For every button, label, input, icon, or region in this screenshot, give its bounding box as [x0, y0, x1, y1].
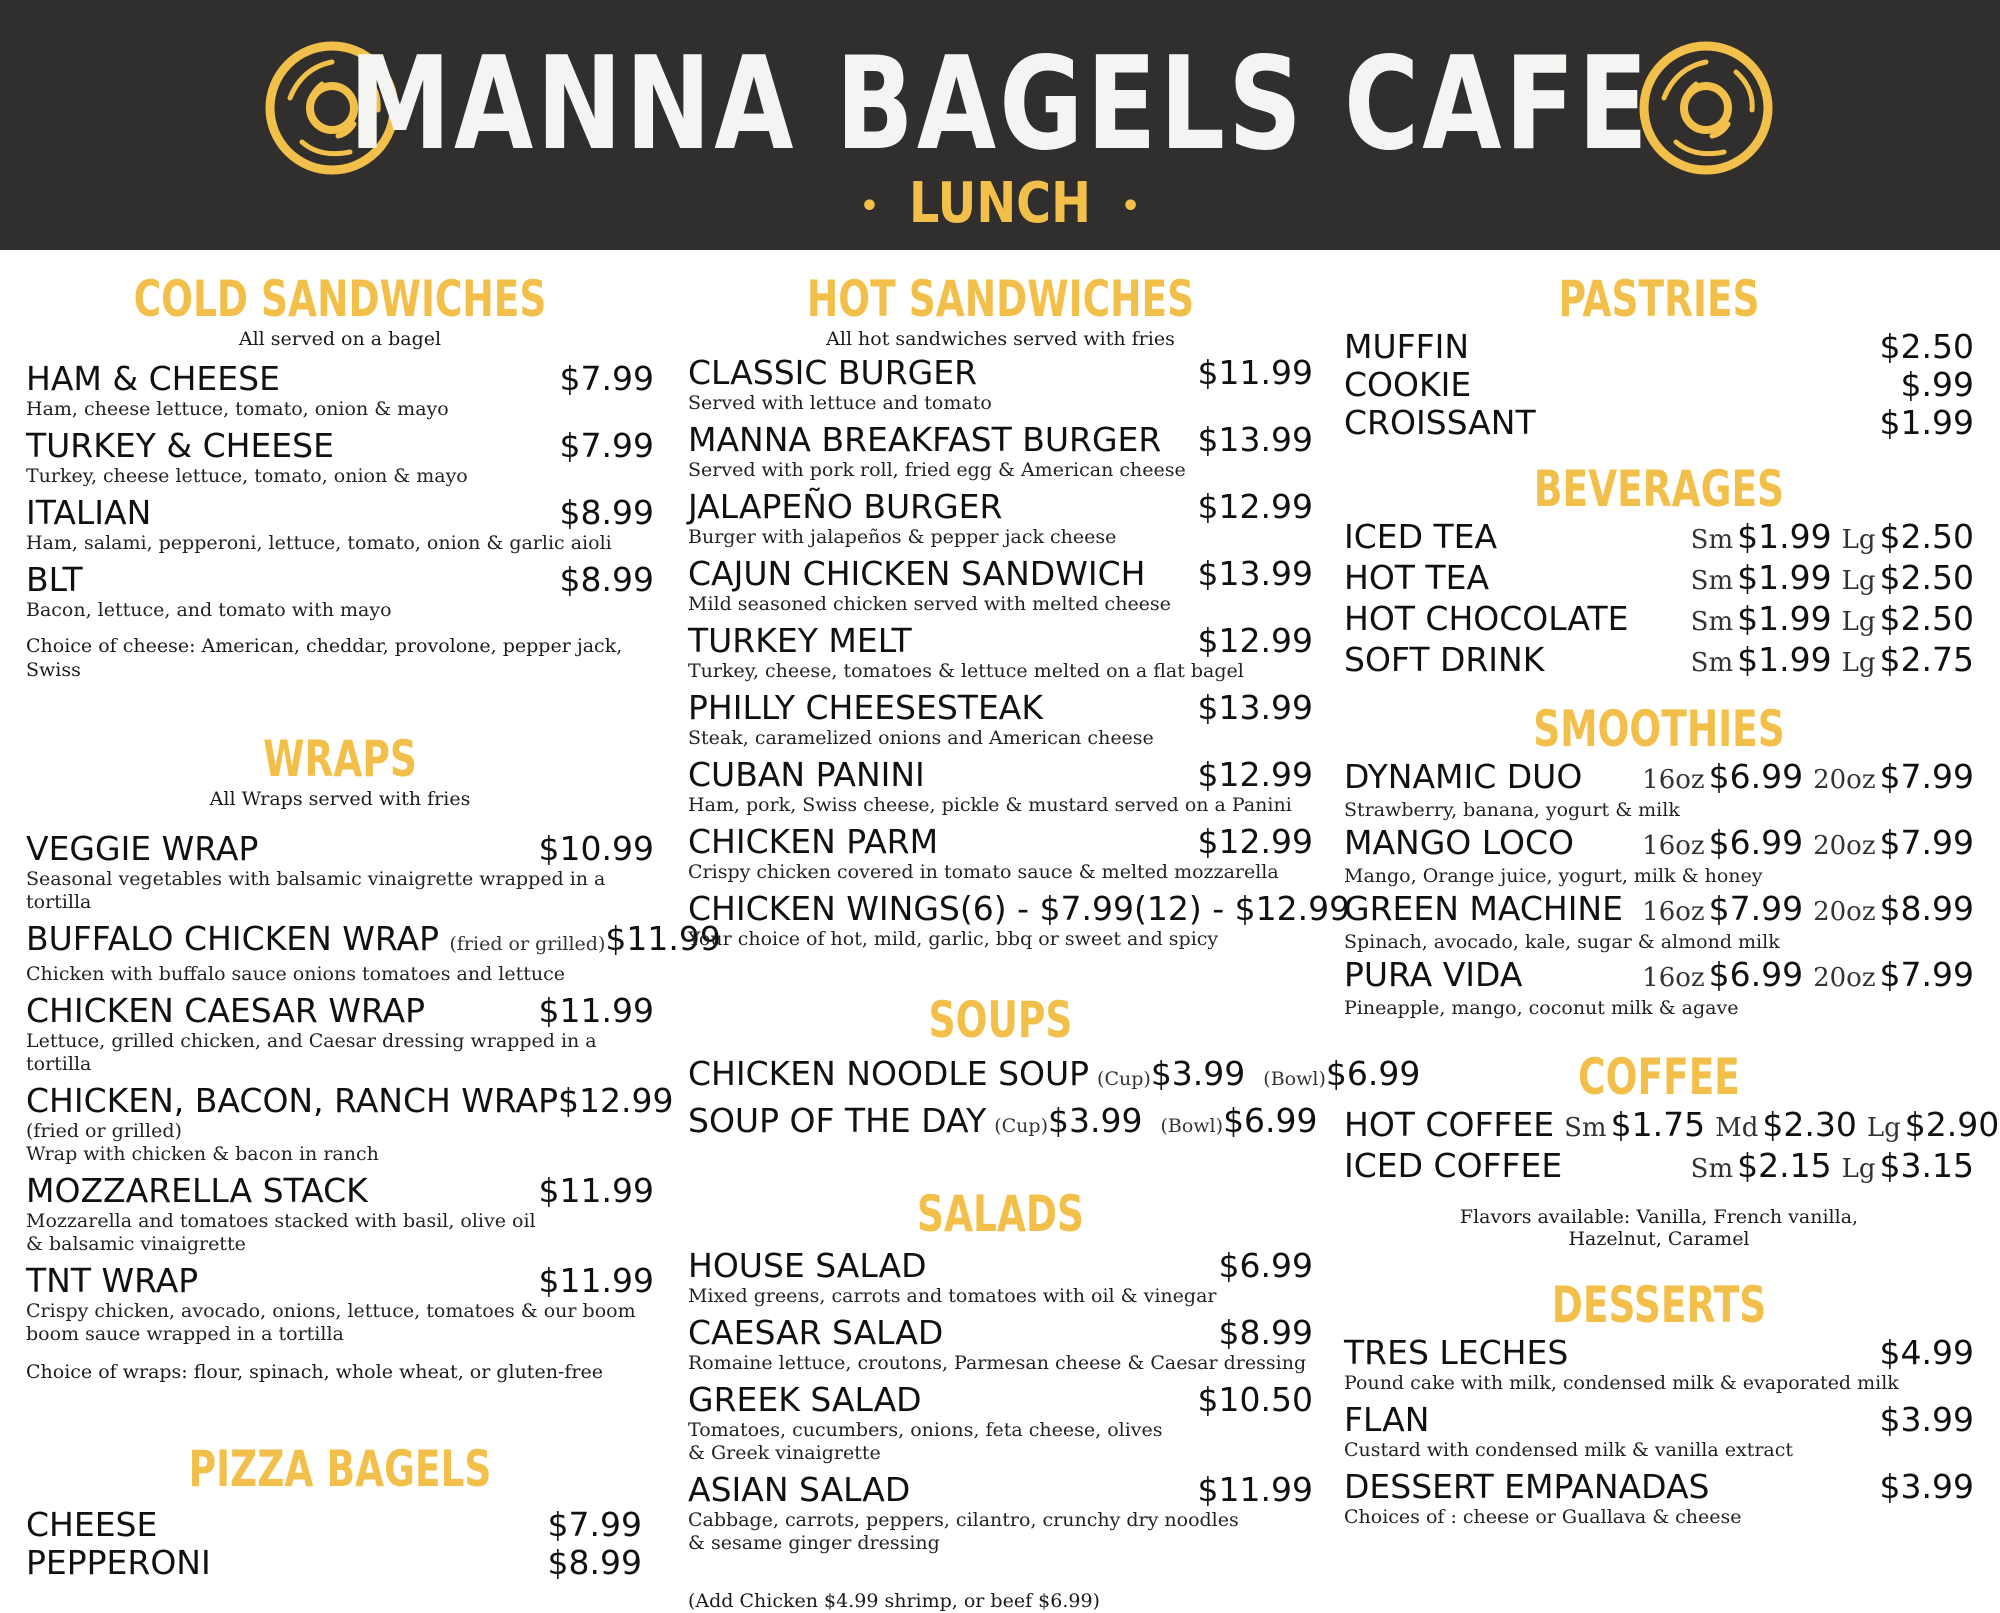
bullet-right: • [1121, 188, 1141, 224]
item-prices [1554, 1106, 1999, 1147]
item-name-text: BUFFALO CHICKEN WRAP [26, 919, 439, 958]
item-desc: Mixed greens, carrots and tomatoes with oil & vinegar [688, 1285, 1217, 1307]
item-desc: Strawberry, banana, yogurt & milk [1344, 799, 1680, 821]
menu-item [1344, 1147, 1974, 1188]
item-name: MOZZARELLA STACK [26, 1171, 368, 1210]
price-20oz: $7.99 [1879, 757, 1974, 796]
item-name: ICED COFFEE [1344, 1146, 1563, 1185]
menu-item [26, 360, 654, 421]
menu-item [688, 488, 1313, 549]
item-desc: Served with lettuce and tomato [688, 392, 992, 414]
item-desc: Steak, caramelized onions and American cheese [688, 727, 1154, 749]
item-price: $10.99 [538, 829, 654, 868]
item-desc: Your choice of hot, mild, garlic, bbq or sweet and spicy [688, 928, 1219, 950]
price-16oz: $6.99 [1708, 955, 1804, 994]
item-desc: Crispy chicken, avocado, onions, lettuce, tomatoes & our boom [26, 1300, 636, 1322]
cup-label: (Cup) [994, 1115, 1048, 1137]
menu-item [688, 1314, 1313, 1375]
menu-item [26, 1081, 674, 1166]
menu-item [1344, 758, 1974, 822]
price-lg: $2.50 [1879, 599, 1974, 638]
item-name: SOFT DRINK [1344, 640, 1545, 679]
price-sm: $1.99 [1737, 558, 1832, 597]
menu-item [688, 1471, 1313, 1555]
item-name: CHICKEN WINGS [688, 889, 960, 928]
item-name: ICED TEA [1344, 517, 1498, 556]
menu-item [1344, 328, 1974, 366]
item-name: HOT TEA [1344, 558, 1490, 597]
price-sm: $1.99 [1737, 517, 1832, 556]
price-20oz: $7.99 [1879, 955, 1974, 994]
column-left [26, 270, 721, 1582]
menu-item [26, 830, 654, 914]
item-desc: Pound cake with milk, condensed milk & evaporated milk [1344, 1372, 1899, 1394]
menu-item [1344, 518, 1974, 559]
size-sm: Sm [1564, 1113, 1607, 1143]
menu-item [26, 1262, 654, 1346]
menu-item [1344, 1468, 1974, 1529]
column-right [1344, 270, 2000, 1535]
size-lg: Lg [1866, 1113, 1901, 1143]
item-price: $8.99 [559, 560, 654, 599]
item-price: $7.99 [559, 426, 654, 465]
size-sm: Sm [1690, 525, 1734, 555]
menu-item [688, 1247, 1313, 1308]
menu-item [26, 1172, 654, 1256]
item-desc: Custard with condensed milk & vanilla extract [1344, 1439, 1794, 1461]
size-sm: Sm [1690, 1154, 1734, 1184]
item-name: PHILLY CHEESESTEAK [688, 688, 1044, 727]
item-price: $10.50 [1197, 1380, 1313, 1419]
item-name: PEPPERONI [26, 1543, 211, 1582]
menu-item [26, 992, 654, 1076]
item-name: TNT WRAP [26, 1261, 199, 1300]
item-desc: Ham, pork, Swiss cheese, pickle & mustard served on a Panini [688, 794, 1292, 816]
cup-price: $3.99 [1150, 1054, 1246, 1093]
item-option: (fried or grilled) [449, 933, 606, 955]
menu-item [26, 1544, 642, 1582]
hot-note: All hot sandwiches served with fries [826, 328, 1175, 350]
item-name: COOKIE [1344, 365, 1472, 404]
item-desc: Mango, Orange juice, yogurt, milk & honey [1344, 865, 1763, 887]
price-lg: $2.75 [1879, 640, 1974, 679]
item-prices [1632, 956, 1974, 997]
menu-item [688, 1101, 1318, 1145]
menu-item [688, 354, 1313, 415]
item-name: ASIAN SALAD [688, 1470, 911, 1509]
item-name: DYNAMIC DUO [1344, 757, 1583, 796]
size-16oz: 16oz [1642, 897, 1705, 927]
item-prices [1632, 824, 1974, 865]
size-sm: Sm [1690, 607, 1734, 637]
section-title-pastries: PASTRIES [1558, 270, 1760, 328]
menu-item [26, 427, 654, 488]
section-title-pizza-bagels: PIZZA BAGELS [188, 1440, 492, 1498]
menu-item [1344, 559, 1974, 600]
item-desc: Ham, salami, pepperoni, lettuce, tomato, onion & garlic aioli [26, 532, 612, 554]
section-title-desserts: DESSERTS [1551, 1276, 1767, 1334]
item-desc: & balsamic vinaigrette [26, 1233, 246, 1255]
item-price: $6.99 [1218, 1246, 1313, 1285]
item-desc: Wrap with chicken & bacon in ranch [26, 1143, 379, 1165]
item-name: BLT [26, 560, 83, 599]
item-desc: Crispy chicken covered in tomato sauce & melted mozzarella [688, 861, 1279, 883]
item-name: TURKEY & CHEESE [26, 426, 334, 465]
menu-item [1344, 890, 1974, 954]
item-name: GREEK SALAD [688, 1380, 922, 1419]
size-lg: Lg [1841, 525, 1876, 555]
coffee-flavors-note-2: Hazelnut, Caramel [1568, 1228, 1750, 1250]
price-sm: $2.15 [1737, 1146, 1832, 1185]
item-price: $8.99 [1218, 1313, 1313, 1352]
menu-item [26, 1506, 642, 1544]
item-name: HOT COFFEE [1344, 1105, 1555, 1144]
item-prices [1681, 559, 1974, 600]
price-20oz: $7.99 [1879, 823, 1974, 862]
item-desc: Choices of : cheese or Guallava & cheese [1344, 1506, 1742, 1528]
item-name: CLASSIC BURGER [688, 353, 977, 392]
item-price: $12.99 [1197, 755, 1313, 794]
size-20oz: 20oz [1813, 963, 1876, 993]
item-price: $8.99 [547, 1543, 642, 1582]
item-name: CAJUN CHICKEN SANDWICH [688, 554, 1146, 593]
menu-item [1344, 366, 1974, 404]
menu-item [1344, 956, 1974, 1020]
item-name: CAESAR SALAD [688, 1313, 944, 1352]
item-name: CHICKEN, BACON, RANCH WRAP [26, 1081, 558, 1120]
item-name: TURKEY MELT [688, 621, 912, 660]
cheese-choice-note: Choice of cheese: American, cheddar, provolone, pepper jack, Swiss [26, 635, 623, 681]
price-16oz: $6.99 [1708, 757, 1804, 796]
item-name: DESSERT EMPANADAS [1344, 1467, 1710, 1506]
item-name: CROISSANT [1344, 403, 1536, 442]
item-name: VEGGIE WRAP [26, 829, 259, 868]
item-desc: Bacon, lettuce, and tomato with mayo [26, 599, 392, 621]
item-price: $12.99 [1197, 621, 1313, 660]
item-prices [1681, 1147, 1974, 1188]
item-price: $12.99 [558, 1081, 674, 1120]
item-desc: & sesame ginger dressing [688, 1532, 940, 1554]
menu-item [1344, 1334, 1974, 1395]
section-title-hot-sandwiches: HOT SANDWICHES [806, 270, 1195, 328]
item-price: $4.99 [1879, 1333, 1974, 1372]
subtitle-text: LUNCH [909, 171, 1091, 236]
item-prices [1681, 641, 1974, 682]
item-name: HOUSE SALAD [688, 1246, 927, 1285]
item-price: $13.99 [1197, 554, 1313, 593]
item-name: FLAN [1344, 1400, 1430, 1439]
menu-item [688, 689, 1313, 750]
item-desc: Lettuce, grilled chicken, and Caesar dressing wrapped in a tortilla [26, 1030, 597, 1075]
item-prices [986, 1102, 1317, 1145]
cafe-title: MANNA BAGELS CAFE [348, 30, 1652, 179]
price-lg: $2.90 [1904, 1105, 2000, 1144]
item-price: $3.99 [1879, 1400, 1974, 1439]
item-price: $8.99 [559, 493, 654, 532]
item-name: PURA VIDA [1344, 955, 1523, 994]
bagel-icon [1636, 38, 1776, 178]
menu-item [1344, 824, 1974, 888]
item-desc: Pineapple, mango, coconut milk & agave [1344, 997, 1739, 1019]
item-price: $13.99 [1197, 420, 1313, 459]
size-lg: Lg [1841, 648, 1876, 678]
item-desc: Mozzarella and tomatoes stacked with basil, olive oil [26, 1210, 536, 1232]
item-desc: Romaine lettuce, croutons, Parmesan cheese & Caesar dressing [688, 1352, 1307, 1374]
price-lg: $2.50 [1879, 558, 1974, 597]
menu-item [688, 555, 1313, 616]
bullet-left: • [859, 188, 879, 224]
item-desc: Ham, cheese lettuce, tomato, onion & mayo [26, 398, 449, 420]
price-16oz: $6.99 [1708, 823, 1804, 862]
menu-item [688, 756, 1313, 817]
size-16oz: 16oz [1642, 765, 1705, 795]
item-name: ITALIAN [26, 493, 152, 532]
section-title-smoothies: SMOOTHIES [1533, 700, 1785, 758]
item-name: JALAPEÑO BURGER [688, 487, 1003, 526]
section-title-wraps: WRAPS [263, 730, 417, 788]
item-price: $12.99 [1197, 822, 1313, 861]
item-price: $2.50 [1879, 327, 1974, 366]
menu-item [1344, 600, 1974, 641]
coffee-flavors-note: Flavors available: Vanilla, French vanilla, [1459, 1206, 1859, 1228]
item-desc: Mild seasoned chicken served with melted cheese [688, 593, 1171, 615]
menu-item [688, 1381, 1313, 1465]
price-md: $2.30 [1762, 1105, 1857, 1144]
section-title-soups: SOUPS [928, 991, 1073, 1049]
cold-note: All served on a bagel [238, 328, 442, 350]
size-lg: Lg [1841, 607, 1876, 637]
menu-item [1344, 641, 1974, 682]
size-lg: Lg [1841, 566, 1876, 596]
wraps-note: All Wraps served with fries [209, 788, 471, 810]
item-desc: Tomatoes, cucumbers, onions, feta cheese, olives [688, 1419, 1163, 1441]
item-price: $3.99 [1879, 1467, 1974, 1506]
size-20oz: 20oz [1813, 765, 1876, 795]
item-price: $1.99 [1879, 403, 1974, 442]
item-prices [1681, 600, 1974, 641]
item-name: CHICKEN PARM [688, 822, 939, 861]
item-desc: & Greek vinaigrette [688, 1442, 881, 1464]
price-sm: $1.99 [1737, 640, 1832, 679]
price-sm: $1.99 [1737, 599, 1832, 638]
size-16oz: 16oz [1642, 831, 1705, 861]
menu-item [688, 622, 1313, 683]
item-price-6: (6) - $7.99 [959, 889, 1134, 928]
item-price-12: (12) - $12.99 [1133, 889, 1351, 928]
item-price: $13.99 [1197, 688, 1313, 727]
price-16oz: $7.99 [1708, 889, 1804, 928]
size-20oz: 20oz [1813, 897, 1876, 927]
menu-item [1344, 404, 1974, 442]
item-desc: Chicken with buffalo sauce onions tomatoes and lettuce [26, 963, 566, 985]
item-desc: Served with pork roll, fried egg & American cheese [688, 459, 1186, 481]
menu-subtitle [0, 172, 2000, 239]
item-desc: Turkey, cheese lettuce, tomato, onion & mayo [26, 465, 468, 487]
item-desc: Burger with jalapeños & pepper jack cheese [688, 526, 1117, 548]
item-name: TRES LECHES [1344, 1333, 1569, 1372]
item-prices [1681, 518, 1974, 559]
item-desc: Cabbage, carrots, peppers, cilantro, crunchy dry noodles [688, 1509, 1239, 1531]
bowl-label: (Bowl) [1263, 1068, 1326, 1090]
bowl-label: (Bowl) [1160, 1115, 1224, 1137]
bowl-price: $6.99 [1325, 1054, 1421, 1093]
item-price: $11.99 [538, 1261, 654, 1300]
bowl-price: $6.99 [1223, 1101, 1318, 1140]
size-20oz: 20oz [1813, 831, 1876, 861]
size-sm: Sm [1690, 648, 1734, 678]
menu-item [26, 561, 654, 622]
menu-item [688, 421, 1313, 482]
item-price: $11.99 [605, 919, 721, 958]
menu-item [688, 1054, 1421, 1098]
item-name: MANNA BREAKFAST BURGER [688, 420, 1162, 459]
section-title-cold-sandwiches: COLD SANDWICHES [133, 270, 547, 328]
size-sm: Sm [1690, 566, 1734, 596]
item-name: CHEESE [26, 1505, 158, 1544]
item-price: $.99 [1900, 365, 1974, 404]
item-name: MUFFIN [1344, 327, 1470, 366]
item-price: $11.99 [538, 1171, 654, 1210]
item-desc: Seasonal vegetables with balsamic vinaigrette wrapped in a tortilla [26, 868, 606, 913]
cup-label: (Cup) [1097, 1068, 1151, 1090]
item-price: $11.99 [1197, 1470, 1313, 1509]
item-name [26, 920, 605, 963]
menu-item-wings [688, 889, 1351, 951]
header-banner [0, 0, 2000, 250]
salad-addon-note: (Add Chicken $4.99 shrimp, or beef $6.99) [688, 1590, 1100, 1612]
size-md: Md [1715, 1113, 1759, 1143]
item-name: MANGO LOCO [1344, 823, 1574, 862]
item-name: CHICKEN CAESAR WRAP [26, 991, 426, 1030]
item-desc: (fried or grilled) [26, 1120, 182, 1142]
price-lg: $2.50 [1879, 517, 1974, 556]
menu-item [688, 823, 1313, 884]
item-name: GREEN MACHINE [1344, 889, 1623, 928]
menu-item [1344, 1105, 2000, 1147]
section-title-beverages: BEVERAGES [1533, 460, 1785, 518]
section-title-coffee: COFFEE [1578, 1048, 1740, 1106]
menu-item [26, 494, 654, 555]
item-name: HAM & CHEESE [26, 359, 280, 398]
item-price: $12.99 [1197, 487, 1313, 526]
price-20oz: $8.99 [1879, 889, 1974, 928]
price-sm: $1.75 [1610, 1105, 1706, 1144]
item-price: $11.99 [538, 991, 654, 1030]
cup-price: $3.99 [1048, 1101, 1143, 1140]
item-prices [1632, 758, 1974, 799]
item-prices [1632, 890, 1974, 931]
item-name: CHICKEN NOODLE SOUP [688, 1054, 1090, 1093]
item-desc: Turkey, cheese, tomatoes & lettuce melted on a flat bagel [688, 660, 1244, 682]
item-desc: boom sauce wrapped in a tortilla [26, 1323, 344, 1345]
item-desc: Spinach, avocado, kale, sugar & almond milk [1344, 931, 1780, 953]
menu-item [26, 919, 721, 986]
item-price: $11.99 [1197, 353, 1313, 392]
size-lg: Lg [1841, 1154, 1876, 1184]
wrap-choice-note: Choice of wraps: flour, spinach, whole wheat, or gluten-free [26, 1361, 603, 1383]
item-name: CUBAN PANINI [688, 755, 925, 794]
section-title-salads: SALADS [916, 1185, 1085, 1243]
item-name: HOT CHOCOLATE [1344, 599, 1629, 638]
item-name: SOUP OF THE DAY [688, 1101, 987, 1140]
menu-item [1344, 1401, 1974, 1462]
size-16oz: 16oz [1642, 963, 1705, 993]
item-price: $7.99 [559, 359, 654, 398]
price-lg: $3.15 [1879, 1146, 1974, 1185]
item-price: $7.99 [547, 1505, 642, 1544]
